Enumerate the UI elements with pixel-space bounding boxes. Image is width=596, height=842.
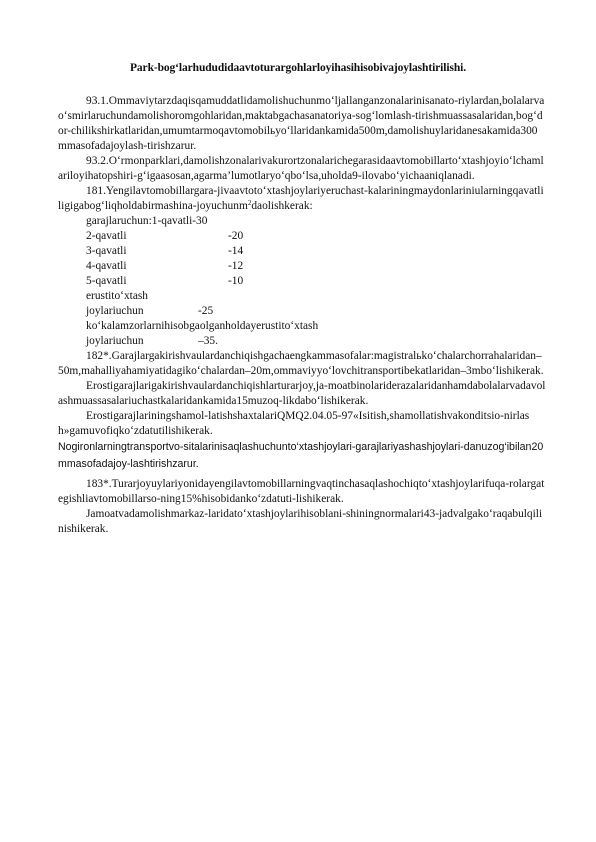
- paragraph-182-d: Nogironlarningtransportvo-sitalarinisaqlashuchunto‘xtashjoylari-garajlariyashashjoylari-danuzog‘ibilan20mmasofadajoy-lashtirishzarur.: [58, 441, 544, 470]
- paragraph-182-c: Erostigarajlariningshamol-latishshaxtalariQMQ2.04.05-97«Isitish,shamollatishvakonditsio-nirlash»gamuvofiqko‘zdatutilishikerak.: [58, 410, 530, 437]
- paragraph-93-1: 93.1.Ommaviytarzdaqisqamuddatlidamolishuchunmo‘ljallanganzonalarinisanato-riylardan,bolalarvao‘smirlaruchundamolishoromgohlaridan,maktabgachasanatoriya-sog‘lomlash-tirishmuassasalaridan,bog‘dor-chilikshirkatlaridan,umumtarmoqavtomobilьyo‘llaridankamida500m,damolishuylaridanesakamida300mmasofadajoylash-tirishzarur.: [58, 95, 545, 152]
- paragraph-182-b: Erostigarajlarigakirishvaulardanchiqishlarturarjoy,ja-moatbinolariderazalaridanhamdabolalarvadavolashmuassasalariuchastkalaridankamida15muzoq-likdabo‘lishikerak.: [58, 380, 546, 407]
- list-item: [58, 229, 546, 244]
- list-item-key: 2-qavatli: [86, 230, 127, 242]
- paragraph-181-tail: daolishkerak:: [251, 200, 313, 212]
- list-item-value: -25: [198, 305, 214, 317]
- paragraph-93-2: 93.2.O‘rmonparklari,damolishzonalarivakurortzonalarichegarasidaavtomobillarto‘xtashjoyio‘lchamlariloyihatopshiri-g‘igaasosan,agarma’lumotlaryo‘qbo‘lsa,uholda9-ilovabo‘yichaaniqlanadi.: [58, 155, 544, 182]
- document-body: [58, 94, 546, 537]
- list-item-value: -14: [228, 245, 244, 257]
- list-item: [58, 214, 546, 229]
- list-item-key: joylariuchun: [86, 305, 144, 317]
- list-item-value: -10: [228, 275, 244, 287]
- list-item-text: ko‘kalamzorlarnihisobgaolganholdayerustito‘xtash: [86, 320, 319, 332]
- list-item-key: 3-qavatli: [86, 245, 127, 257]
- list-item: [58, 274, 546, 289]
- list-item-text: garajlaruchun:1-qavatli-30: [86, 215, 208, 227]
- parking-area-list: [58, 214, 546, 349]
- list-item: [58, 289, 546, 304]
- list-item: [58, 259, 546, 274]
- paragraph-182: 182*.Garajlargakirishvaulardanchiqishgachaengkammasofalar:magistralьko‘chalarchorrahalaridan–50m,mahalliyahamiyatidagiko‘chalardan–20m,ommaviyyo‘lovchitransportibekatlaridan–3mbo‘lishikerak.: [58, 350, 544, 377]
- paragraph-183-b: Jamoatvadamolishmarkaz-laridato‘xtashjoylarihisoblani-shiningnormalari43-jadvalgako‘raqabulqilinishikerak.: [58, 508, 543, 535]
- section-title: Park-bog‘larhududidaavtoturargohlarloyihasihisobivajoylashtirilishi.: [129, 62, 467, 74]
- list-item: [58, 319, 546, 334]
- list-item-text: erustito‘xtash: [86, 290, 149, 302]
- paragraph-181-text: 181.Yengilavtomobillargara-jivaavtoto‘xtashjoylariyeruchast-kalariningmaydonlariniularningqavatliligigabog‘liqholdabirmashina-joyuchunm: [58, 185, 544, 212]
- paragraph-181: [58, 184, 546, 214]
- list-item-value: -12: [228, 260, 244, 272]
- list-item-key: 4-qavatli: [86, 260, 127, 272]
- list-item: [58, 244, 546, 259]
- list-item-key: joylariuchun: [86, 335, 144, 347]
- paragraph-183: 183*.Turarjoyuylariyonidayengilavtomobillarningvaqtinchasaqlashochiqto‘xtashjoylarifuqa-rolargategishliavtomobillarso-ning15%hisobidanko‘zdatuti-lishikerak.: [58, 478, 545, 505]
- list-item-value: –35.: [198, 335, 218, 347]
- list-item: [58, 304, 546, 319]
- list-item: [58, 334, 546, 349]
- list-item-key: 5-qavatli: [86, 275, 127, 287]
- list-item-value: -20: [228, 230, 244, 242]
- superscript-2: 2: [247, 199, 252, 207]
